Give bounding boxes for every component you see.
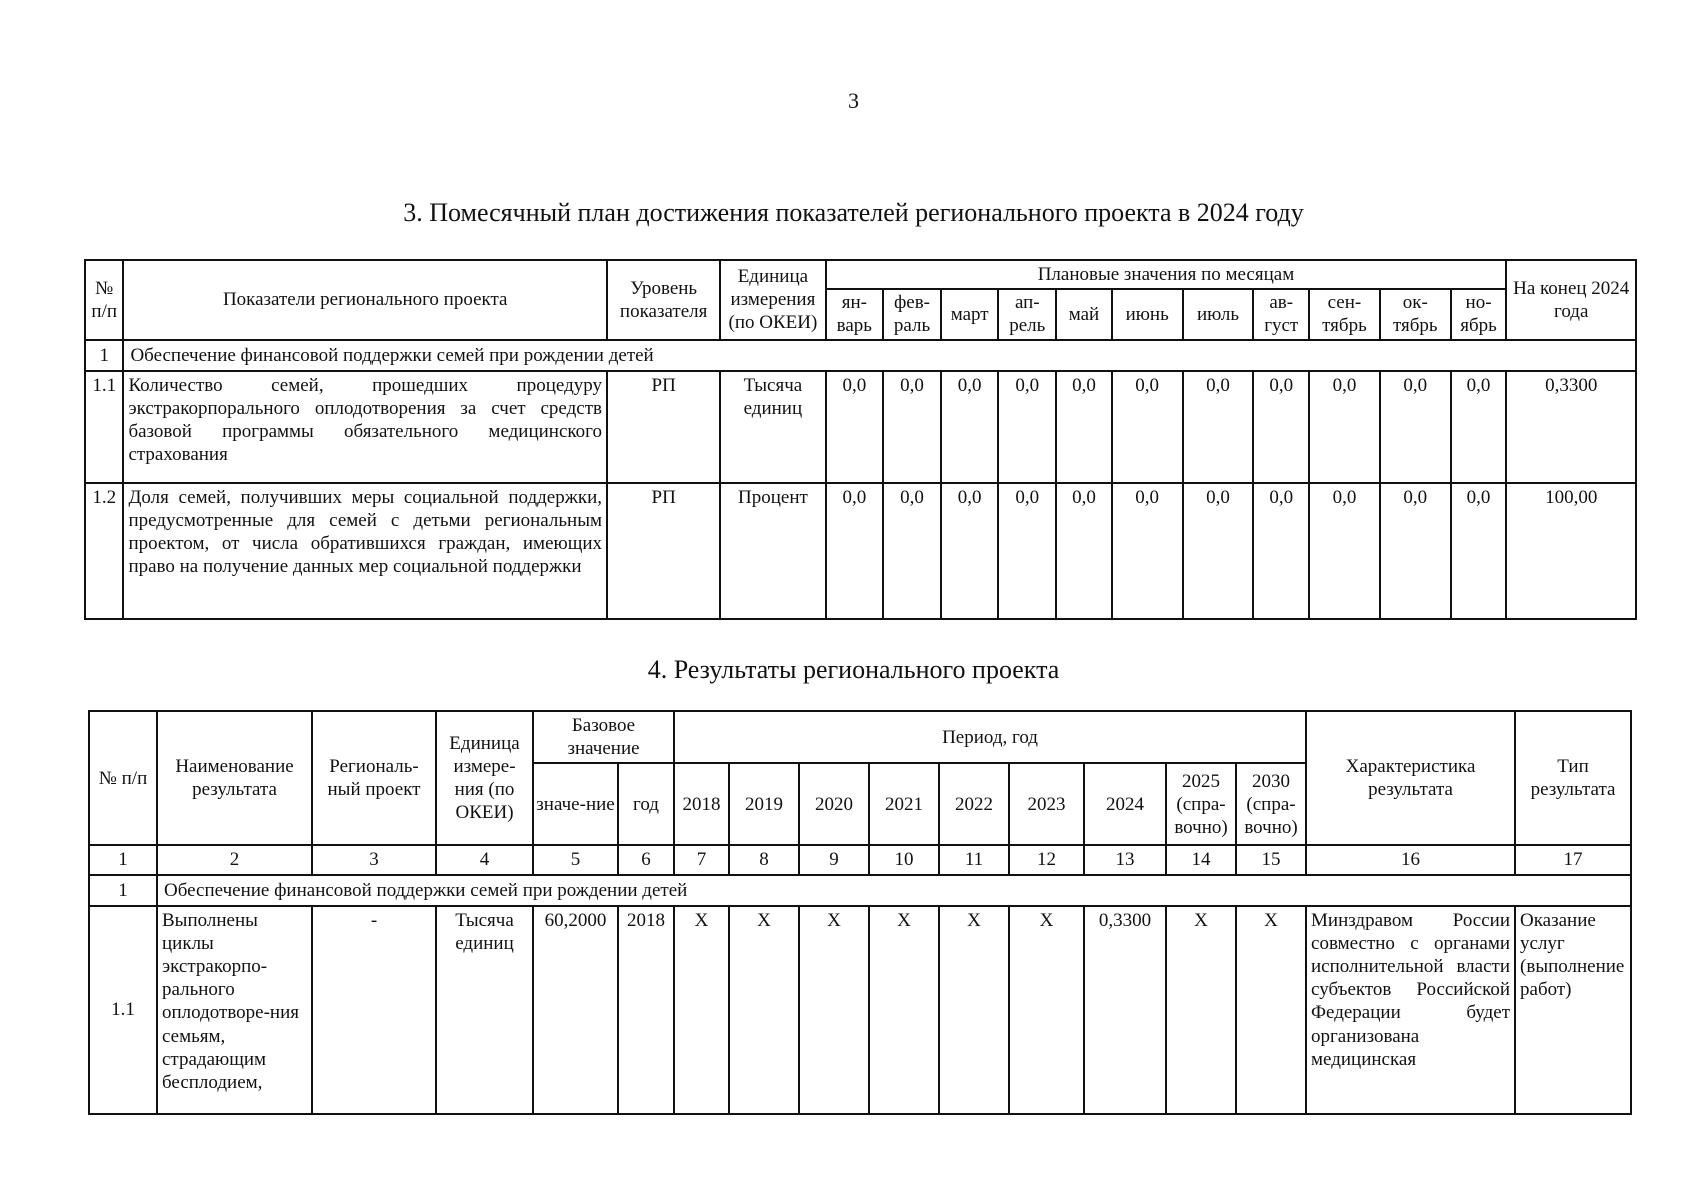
- row-value: X: [939, 906, 1009, 1114]
- row-value: X: [799, 906, 869, 1114]
- row-value: 0,0: [1183, 371, 1254, 483]
- row-project: -: [312, 906, 436, 1114]
- row-value: 0,0: [1309, 371, 1380, 483]
- header-month: ав-густ: [1253, 289, 1309, 339]
- header-num: № п/п: [85, 260, 123, 340]
- row-value: 0,0: [1056, 483, 1112, 619]
- row-value: 0,0: [1451, 483, 1507, 619]
- row-value: X: [869, 906, 939, 1114]
- row-value: X: [1166, 906, 1236, 1114]
- header-month: ок-тябрь: [1380, 289, 1451, 339]
- row-end: 0,3300: [1506, 371, 1636, 483]
- row-value: 0,0: [998, 483, 1056, 619]
- column-number: 13: [1084, 845, 1166, 874]
- column-number: 15: [1236, 845, 1306, 874]
- section-4-title: 4. Результаты регионального проекта: [647, 655, 1060, 684]
- row-value: 0,0: [998, 371, 1056, 483]
- row-num: 1.1: [85, 371, 123, 483]
- header-year: 2019: [729, 763, 799, 845]
- column-number: 12: [1009, 845, 1084, 874]
- row-name: Доля семей, получивших меры социальной поддержки, предусмотренные для семей с детьми региональным проектом, от числа обратившихся граждан, имеющих право на получение данных мер социальной поддержки: [123, 483, 607, 619]
- row-type: Оказание услуг (выполнение работ): [1515, 906, 1631, 1114]
- row-value: 0,0: [941, 371, 999, 483]
- column-number: 5: [533, 845, 618, 874]
- row-value: 0,0: [1183, 483, 1254, 619]
- row-value: 0,0: [1056, 371, 1112, 483]
- column-number: 2: [157, 845, 312, 874]
- row-value: X: [674, 906, 729, 1114]
- row-end: 100,00: [1506, 483, 1636, 619]
- header-project: Региональ-ный проект: [312, 711, 436, 845]
- row-value: X: [1009, 906, 1084, 1114]
- row-value: 0,0: [826, 483, 884, 619]
- table-row: [89, 906, 1631, 1114]
- row-value: 0,0: [1380, 371, 1451, 483]
- header-base-year: год: [618, 763, 674, 845]
- row-value: 0,0: [1253, 483, 1309, 619]
- header-month: ян-варь: [826, 289, 884, 339]
- row-num: 1.2: [85, 483, 123, 619]
- row-value: 0,0: [883, 371, 941, 483]
- header-month: март: [941, 289, 999, 339]
- table3-header-row-1: [85, 260, 1636, 289]
- row-level: РП: [607, 371, 720, 483]
- column-number: 7: [674, 845, 729, 874]
- row-base-year: 2018: [618, 906, 674, 1114]
- header-level: Уровень показателя: [607, 260, 720, 340]
- column-numbers-row: [89, 845, 1631, 874]
- group-num: 1: [85, 340, 123, 371]
- table3-group-row: [85, 340, 1636, 371]
- header-month: ап-рель: [998, 289, 1056, 339]
- row-num: 1.1: [89, 906, 157, 1114]
- header-year: 2023: [1009, 763, 1084, 845]
- header-year: 2030 (спра-вочно): [1236, 763, 1306, 845]
- row-value: X: [729, 906, 799, 1114]
- row-value: 0,0: [1253, 371, 1309, 483]
- header-year: 2021: [869, 763, 939, 845]
- header-month: май: [1056, 289, 1112, 339]
- row-level: РП: [607, 483, 720, 619]
- row-value: 0,0: [1309, 483, 1380, 619]
- header-base-value: значе-ние: [533, 763, 618, 845]
- header-month: но-ябрь: [1451, 289, 1507, 339]
- row-value: 0,0: [1112, 371, 1183, 483]
- column-number: 6: [618, 845, 674, 874]
- header-type: Тип результата: [1515, 711, 1631, 845]
- column-number: 17: [1515, 845, 1631, 874]
- row-base-value: 60,2000: [533, 906, 618, 1114]
- row-characteristic: Минздравом России совместно с органами исполнительной власти субъектов Российской Федерации будет организована медицинская: [1306, 906, 1515, 1114]
- row-value: 0,0: [883, 483, 941, 619]
- header-month: июль: [1183, 289, 1254, 339]
- column-number: 16: [1306, 845, 1515, 874]
- header-name: Наименование результата: [157, 711, 312, 845]
- group-name: Обеспечение финансовой поддержки семей при рождении детей: [157, 875, 1631, 906]
- table-row: [85, 371, 1636, 483]
- row-value: 0,0: [1380, 483, 1451, 619]
- header-year: 2020: [799, 763, 869, 845]
- group-num: 1: [89, 875, 157, 906]
- header-num: № п/п: [89, 711, 157, 845]
- header-period: Период, год: [674, 711, 1306, 763]
- header-unit: Единица измере-ния (по ОКЕИ): [436, 711, 533, 845]
- page-number: 3: [848, 88, 859, 113]
- row-name: Количество семей, прошедших процедуру экстракорпорального оплодотворения за счет средств базовой программы обязательного медицинского страхования: [123, 371, 607, 483]
- monthly-plan-table: [84, 259, 1637, 620]
- header-year: 2022: [939, 763, 1009, 845]
- table4-header-row-1: [89, 711, 1631, 763]
- column-number: 14: [1166, 845, 1236, 874]
- row-value: X: [1236, 906, 1306, 1114]
- header-month: сен-тябрь: [1309, 289, 1380, 339]
- column-number: 8: [729, 845, 799, 874]
- column-number: 9: [799, 845, 869, 874]
- row-unit: Тысяча единиц: [436, 906, 533, 1114]
- row-value: 0,0: [1451, 371, 1507, 483]
- column-number: 3: [312, 845, 436, 874]
- group-name: Обеспечение финансовой поддержки семей при рождении детей: [123, 340, 1636, 371]
- results-table: [88, 710, 1632, 1115]
- header-unit: Единица измерения (по ОКЕИ): [720, 260, 825, 340]
- column-number: 4: [436, 845, 533, 874]
- column-number: 1: [89, 845, 157, 874]
- row-value: 0,3300: [1084, 906, 1166, 1114]
- table-row: [85, 483, 1636, 619]
- row-value: 0,0: [941, 483, 999, 619]
- row-value: 0,0: [1112, 483, 1183, 619]
- header-month: июнь: [1112, 289, 1183, 339]
- header-end: На конец 2024 года: [1506, 260, 1636, 340]
- header-indicator: Показатели регионального проекта: [123, 260, 607, 340]
- row-unit: Тысяча единиц: [720, 371, 825, 483]
- column-number: 11: [939, 845, 1009, 874]
- header-year: 2025 (спра-вочно): [1166, 763, 1236, 845]
- row-name: Выполнены циклы экстракорпо-рального оплодотворе-ния семьям, страдающим бесплодием,: [157, 906, 312, 1114]
- row-unit: Процент: [720, 483, 825, 619]
- header-year: 2024: [1084, 763, 1166, 845]
- header-year: 2018: [674, 763, 729, 845]
- header-characteristic: Характеристика результата: [1306, 711, 1515, 845]
- table4-group-row: [89, 875, 1631, 906]
- column-number: 10: [869, 845, 939, 874]
- header-planned: Плановые значения по месяцам: [826, 260, 1507, 289]
- row-value: 0,0: [826, 371, 884, 483]
- section-3-title: 3. Помесячный план достижения показателей регионального проекта в 2024 году: [403, 198, 1304, 227]
- header-base: Базовое значение: [533, 711, 674, 763]
- header-month: фев-раль: [883, 289, 941, 339]
